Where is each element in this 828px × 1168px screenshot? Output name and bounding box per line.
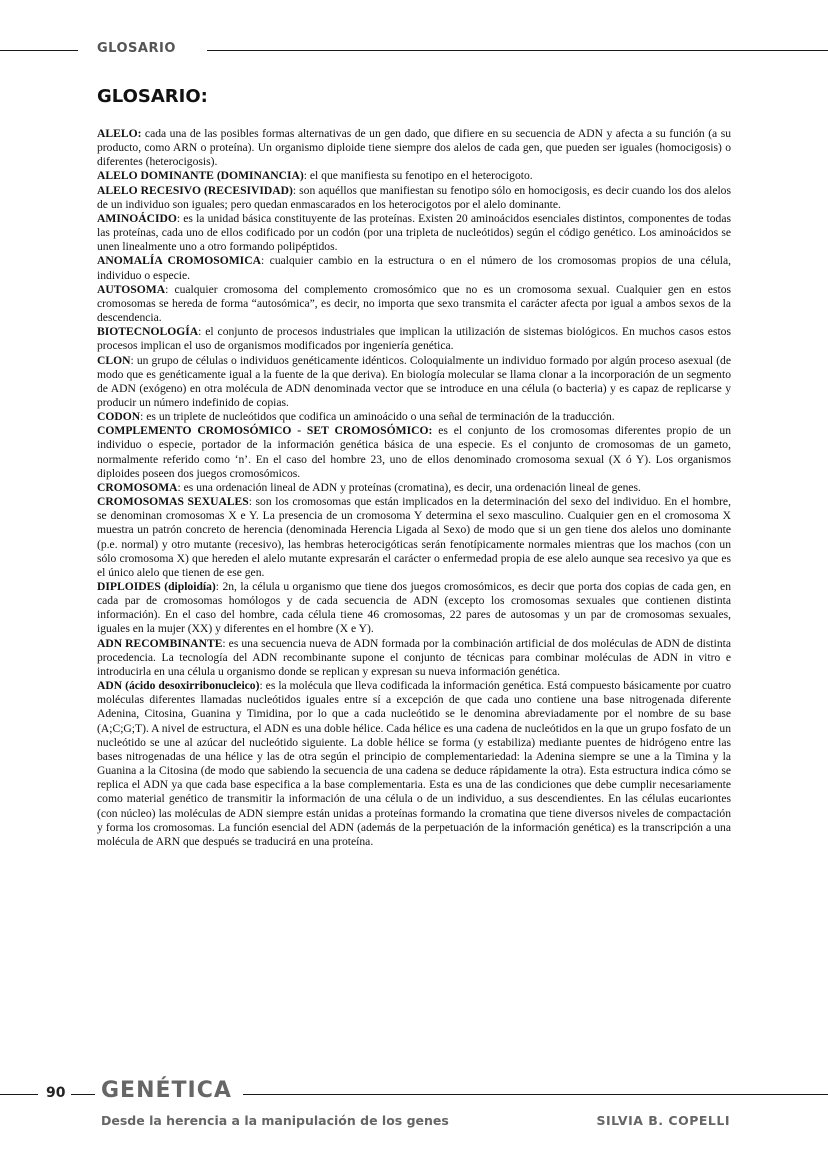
book-subtitle: Desde la herencia a la manipulación de los genes [101, 1113, 449, 1128]
entry-term: DIPLOIDES (diploidía) [97, 580, 216, 593]
entry-definition: : el conjunto de procesos industriales que implican la utilización de sistemas biológicos. En muchos casos estos procesos implican el uso de organismos modificados por ingeniería genética. [97, 325, 731, 353]
footer-rule-right [243, 1094, 828, 1095]
entry-term: AMINOÁCIDO [97, 211, 177, 225]
page-title: GLOSARIO: [97, 86, 208, 107]
entry-definition: : es un triplete de nucleótidos que codifica un aminoácido o una señal de terminación de la traducción. [140, 410, 615, 424]
glossary-entry [97, 212, 731, 254]
glossary-entry [97, 637, 731, 679]
author-name: SILVIA B. COPELLI [596, 1113, 730, 1128]
entry-definition: : son los cromosomas que están implicados en la determinación del sexo del individuo. En el hombre, se denominan cromosomas X e Y. La presencia de un cromosoma Y determina el sexo masculino. Cualquier gen en el cromosoma X muestra un patrón concreto de herencia (denominada Herencia Ligada al Sexo) de modo que si un gen tiene dos alelos uno dominante (p.e. normal) y otro mutante (recesivo), las hembras heterocigóticas serán fenotípicamente normales mientras que los machos (con un sólo cromosoma X) que hereden el alelo mutante expresarán el carácter o enfermedad propia de ese alelo aunque sea recesivo ya que es el único alelo que tienen de ese gen. [97, 495, 731, 579]
entry-definition: : el que manifiesta su fenotipo en el heterocigoto. [303, 169, 533, 183]
entry-term: ALELO DOMINANTE (DOMINANCIA) [97, 169, 304, 183]
entry-term: AUTOSOMA [97, 282, 166, 296]
entry-term: ALELO: [97, 127, 142, 140]
entry-term: BIOTECNOLOGÍA [97, 325, 199, 339]
entry-term: ADN (ácido desoxirribonucleico) [97, 679, 260, 693]
running-header: GLOSARIO [97, 41, 176, 56]
glossary-entry [97, 283, 731, 325]
entry-definition: : cualquier cromosoma del complemento cromosómico que no es un cromosoma sexual. Cualquier gen en estos cromosomas se hereda de forma “autosómica”, es decir, no importa que sexo transmita el carácter afecta por igual a ambos sexos de la descendencia. [97, 282, 731, 325]
entry-definition: : cualquier cambio en la estructura o en el número de los cromosomas propios de una célula, individuo o especie. [97, 254, 731, 282]
glossary-body [97, 127, 731, 849]
glossary-entry [97, 127, 731, 169]
footer-rule-left [0, 1094, 38, 1095]
entry-term: CLON [97, 353, 131, 367]
entry-definition: : es una secuencia nueva de ADN formada por la combinación artificial de dos moléculas de ADN de distinta procedencia. La tecnología del ADN recombinante supone el conjunto de técnicas para combinar moléculas de ADN in vitro e introducirla en una célula u organismo donde se replican y expresan su nueva información genética. [97, 636, 731, 678]
entry-definition: es el conjunto de los cromosomas diferentes propio de un individuo o especie, portador de la información genética básica de una especie. Es el conjunto de cromosomas de un gameto, normalmente referido como ‘n’. En el caso del hombre 23, uno de ellos denominado cromosoma sexual (X ó Y). Los organismos diploides poseen dos juegos cromosómicos. [97, 424, 732, 480]
header-rule-left [0, 50, 78, 51]
entry-definition: : es la molécula que lleva codificada la información genética. Está compuesto básicamente por cuatro moléculas diferentes llamadas nucleótidos iguales entre sí a excepción de que cada uno contiene una base nitrogenada diferente Adenina, Citosina, Guanina y Timidina, por lo que a cada nucleótido se le denomina abreviadamente por el nombre de su base (A;C;G;T). A nivel de estructura, el ADN es una doble hélice. Cada hélice es una cadena de nucleótidos en la que un grupo fosfato de un nucleótido se une al azúcar del nucleótido siguiente. La doble hélice se forma (y estabiliza) mediante puentes de hidrógeno entre las bases nitrogenadas de una hélice y las de otra según el principio de complementariedad: la Adenina siempre se une a la Timina y la Guanina a la Citosina (de modo que sabiendo la secuencia de una cadena se deduce rápidamente la otra). Esta estructura indica cómo se replica el ADN ya que cada base especifica a la base complementaria. Esta es una de las condiciones que debe cumplir necesariamente como material genético de transmitir la información de una célula o de un individuo, a sus descendientes. En las células eucariontes (con núcleo) las moléculas de ADN siempre están unidas a proteínas formando la cromatina que tiene diversos niveles de compactación y forma los cromosomas. La función esencial del ADN (además de la perpetuación de la información genética) es la transcripción a una molécula de ARN que después se traducirá en una proteína. [97, 679, 731, 848]
page-number: 90 [46, 1085, 66, 1101]
book-title: GENÉTICA [101, 1078, 232, 1103]
glossary-entry [97, 184, 731, 212]
entry-term: ADN RECOMBINANTE [97, 636, 223, 650]
entry-term: CROMOSOMAS SEXUALES [97, 495, 249, 509]
entry-term: ANOMALÍA CROMOSOMICA [97, 254, 261, 268]
glossary-entry [97, 580, 731, 637]
entry-definition: : 2n, la célula u organismo que tiene dos juegos cromosómicos, es decir que porta dos copias de cada gen, en cada par de cromosomas homólogos y de cada secuencia de ADN (excepto los cromosomas sexuales que contienen distinta información). En el caso del hombre, cada célula tiene 46 cromosomas, 22 pares de autosomas y un par de cromosomas sexuales, iguales en la mujer (XX) y diferentes en el hombre (X e Y). [97, 580, 731, 636]
entry-term: COMPLEMENTO CROMOSÓMICO - SET CROMOSÓMICO: [97, 424, 433, 438]
entry-definition: : es una ordenación lineal de ADN y proteínas (cromatina), es decir, una ordenación lineal de genes. [177, 480, 641, 494]
entry-term: CROMOSOMA [97, 480, 178, 494]
footer-rule-mid [71, 1094, 95, 1095]
glossary-entry [97, 495, 731, 580]
entry-definition: : un grupo de células o individuos genéticamente idénticos. Coloquialmente un individuo formado por algún proceso asexual (de modo que es genéticamente igual a la fuente de la que deriva). En biología molecular se llama clonar a la incorporación de un segmento de ADN (exógeno) en otra molécula de ADN denominada vector que se introduce en una célula (o bacteria) y es capaz de replicarse y producir un número indefinido de copias. [97, 353, 731, 409]
header-rule-right [207, 50, 828, 51]
entry-term: ALELO RECESIVO (RECESIVIDAD) [97, 183, 293, 197]
entry-definition: : es la unidad básica constituyente de las proteínas. Existen 20 aminoácidos esenciales distintos, componentes de todas las proteínas, cada uno de ellos codificado por un codón (por una tripleta de nucleótidos) según el código genético. Los aminoácidos se unen linealmente uno a otro formando polipéptidos. [97, 211, 731, 254]
glossary-entry [97, 325, 731, 353]
glossary-entry [97, 679, 731, 849]
glossary-entry [97, 169, 731, 183]
entry-definition: : son aquéllos que manifiestan su fenotipo sólo en homocigosis, es decir cuando los dos alelos de un individuo son iguales; pero quedan enmascarados en los heterocigotos por el alelo dominante. [97, 183, 731, 211]
glossary-entry [97, 354, 731, 411]
entry-definition: cada una de las posibles formas alternativas de un gen dado, que difiere en su secuencia de ADN y afecta a su función (a su producto, como ARN o proteína). Un organismo diploide tiene siempre dos alelos de cada gen, que pueden ser iguales (homocigosis) o diferentes (heterocigosis). [97, 127, 731, 169]
glossary-entry [97, 254, 731, 282]
glossary-entry [97, 424, 731, 481]
glossary-entry [97, 410, 731, 424]
glossary-entry [97, 481, 731, 495]
entry-term: CODON [97, 410, 141, 424]
